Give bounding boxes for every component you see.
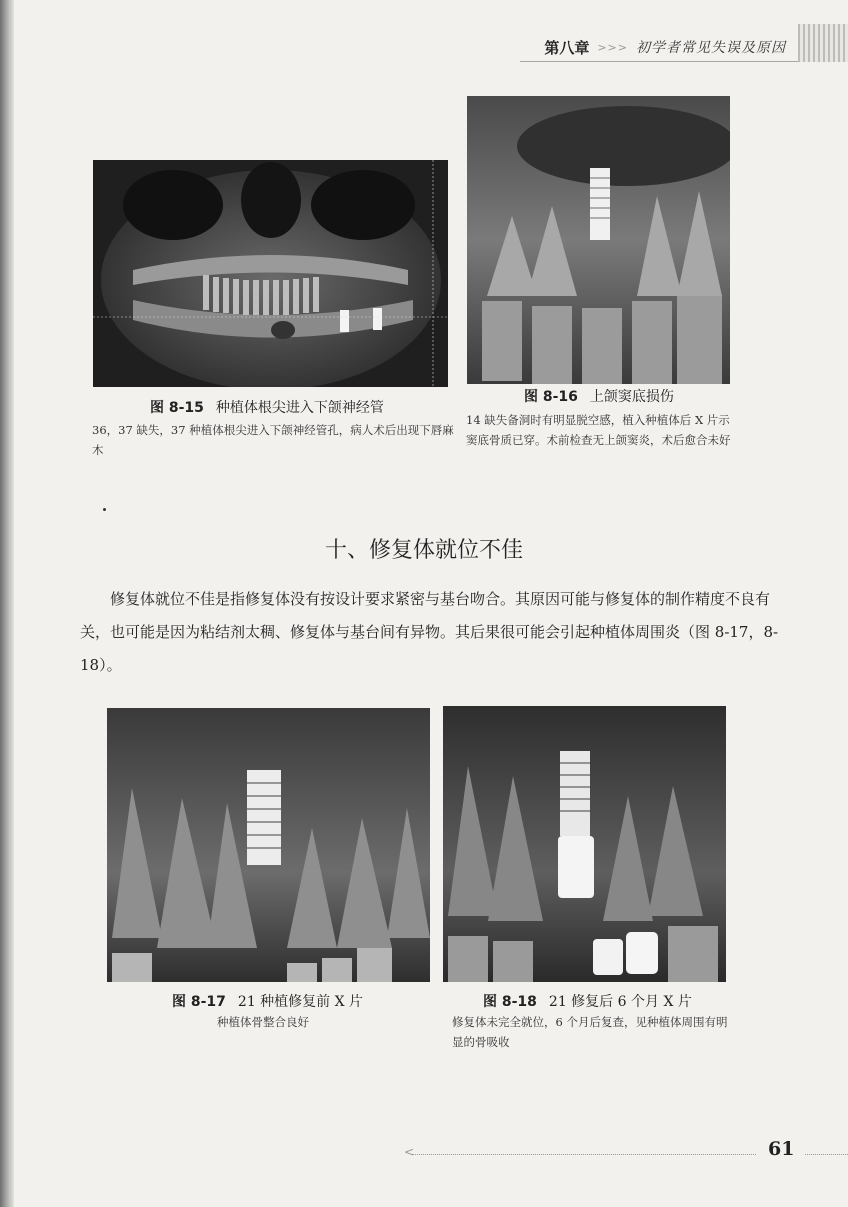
figure-number: 图 8-16 <box>524 389 578 405</box>
header-rule <box>520 61 798 62</box>
section-heading: 十、修复体就位不佳 <box>324 538 523 563</box>
page-speck <box>103 508 106 511</box>
figure-title-text: 21 种植修复前 X 片 <box>237 994 364 1010</box>
figure-8-17-image <box>107 708 430 982</box>
footer-dotted-rule <box>412 1154 756 1155</box>
figure-title-text: 种植体根尖进入下颌神经管 <box>215 400 384 416</box>
header-separator: >>> <box>597 40 628 54</box>
figure-8-16-caption: 14 缺失备洞时有明显脱空感，植入种植体后 X 片示窦底骨质已穿。术前检查无上颌窦炎，术后愈合未好 <box>466 413 731 447</box>
body-paragraph: 修复体就位不佳是指修复体没有按设计要求紧密与基台吻合。其原因可能与修复体的制作精度不良有关，也可能是因为粘结剂太稠、修复体与基台间有异物。其后果很可能会引起种植体周围炎（图 8-17，8-18）。 <box>80 590 779 674</box>
figure-8-15-caption: 36，37 缺失，37 种植体根尖进入下颌神经管孔，病人术后出现下唇麻木 <box>92 423 454 457</box>
figure-8-15-title <box>150 397 384 417</box>
figure-8-15-image <box>93 160 448 387</box>
figure-number: 图 8-17 <box>172 994 226 1010</box>
header-decoration <box>798 24 848 62</box>
chapter-title: 初学者常见失误及原因 <box>636 40 786 56</box>
chapter-label: 第八章 <box>544 38 590 57</box>
figure-8-16-title <box>524 386 674 406</box>
footer-arrow-icon: < <box>404 1145 415 1159</box>
figure-8-18-title <box>483 991 692 1011</box>
figure-title-text: 21 修复后 6 个月 X 片 <box>548 994 692 1010</box>
figure-number: 图 8-15 <box>150 400 204 416</box>
figure-8-18-image <box>443 706 726 982</box>
page-binding-shadow <box>0 0 14 1207</box>
footer-dotted-tail <box>805 1154 848 1155</box>
figure-title-text: 上颌窦底损伤 <box>589 389 674 405</box>
figure-8-18-caption: 修复体未完全就位，6 个月后复查，见种植体周围有明显的骨吸收 <box>452 1015 728 1049</box>
figure-8-17-caption: 种植体骨整合良好 <box>217 1015 309 1029</box>
figure-number: 图 8-18 <box>483 994 537 1010</box>
figure-8-17-title <box>172 991 363 1011</box>
page-number: 61 <box>768 1138 795 1160</box>
running-header <box>544 34 786 60</box>
figure-8-16-image <box>467 96 730 384</box>
section-body <box>80 583 780 682</box>
